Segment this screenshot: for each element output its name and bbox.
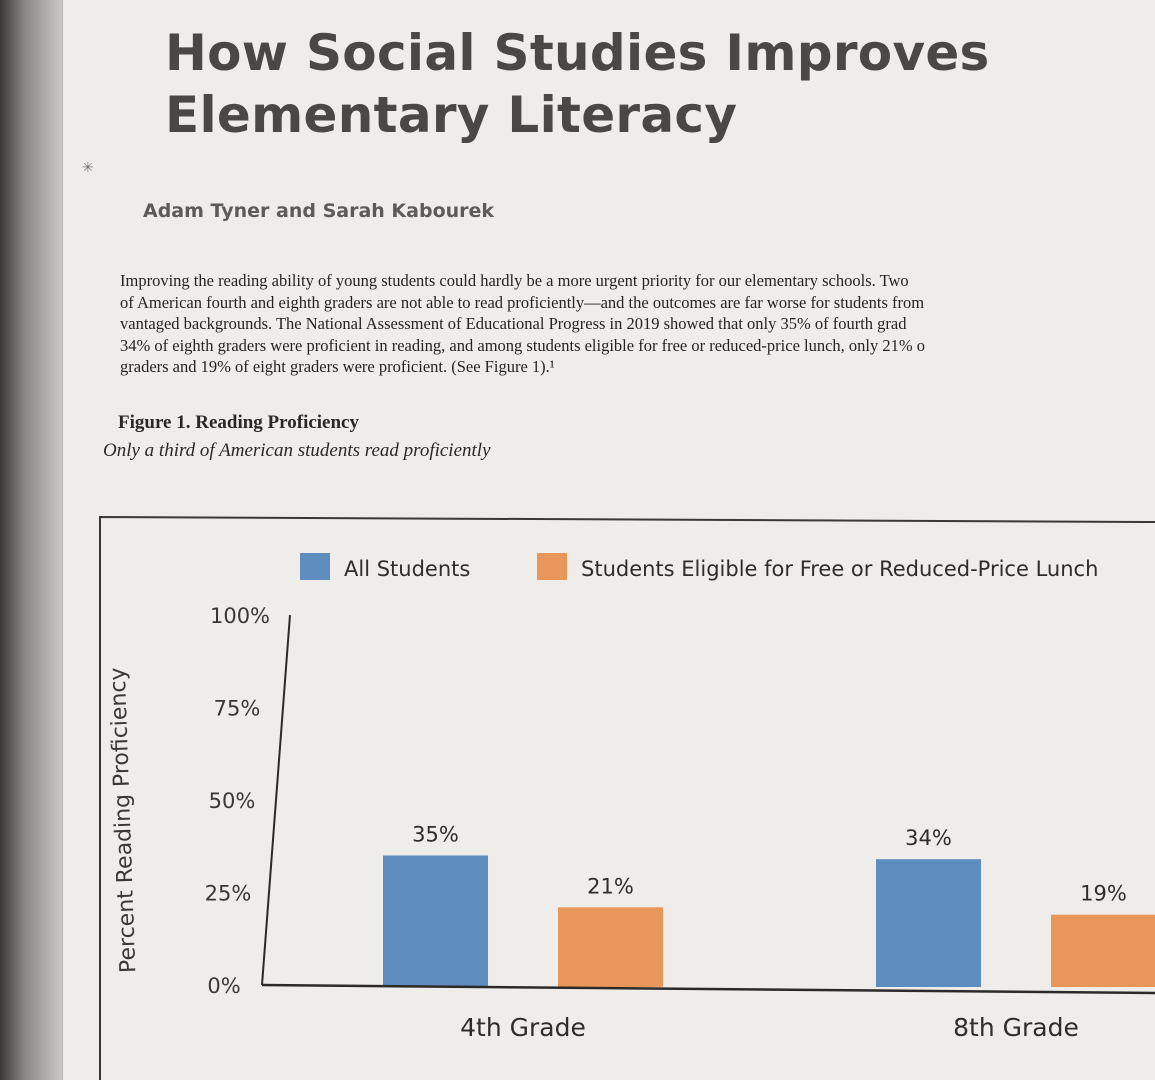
intro-line: vantaged backgrounds. The National Assessment of Educational Progress in 2019 showed that only 35% of fourth grad xyxy=(120,314,907,333)
y-axis xyxy=(106,604,290,998)
title-line-2: Elementary Literacy xyxy=(165,86,738,144)
y-tick-label: 0% xyxy=(207,974,241,998)
title-line-1: How Social Studies Improves xyxy=(165,24,990,82)
intro-line: of American fourth and eighth graders are not able to read proficiently—and the outcomes are far worse for students from xyxy=(120,292,925,312)
x-category-label: 8th Grade xyxy=(953,1013,1079,1042)
legend-label: All Students xyxy=(344,557,471,581)
legend-label: Students Eligible for Free or Reduced-Price Lunch xyxy=(581,557,1099,581)
authors: Adam Tyner and Sarah Kabourek xyxy=(143,200,495,222)
figure-title: Figure 1. Reading Proficiency xyxy=(118,412,359,433)
bar-value-label: 21% xyxy=(587,874,634,899)
bar-value-label: 35% xyxy=(412,822,459,847)
x-axis-line xyxy=(262,985,1155,993)
x-category-label: 4th Grade xyxy=(460,1013,586,1042)
legend-swatch xyxy=(537,553,567,580)
y-axis-title: Percent Reading Proficiency xyxy=(105,667,142,974)
legend-swatch xyxy=(300,553,330,580)
bars xyxy=(383,823,1155,988)
intro-line: graders and 19% of eight graders were proficient. (See Figure 1).¹ xyxy=(120,357,555,376)
chart-legend xyxy=(300,553,1098,581)
y-axis-line xyxy=(262,615,290,985)
figure-subtitle: Only a third of American students read proficiently xyxy=(103,440,491,461)
bar xyxy=(876,859,981,987)
bar-value-label: 34% xyxy=(905,826,952,851)
chart-border xyxy=(100,517,1155,1080)
x-axis xyxy=(262,985,1155,1042)
y-tick-label: 50% xyxy=(208,789,256,813)
bar xyxy=(383,856,488,988)
y-tick-label: 100% xyxy=(209,604,271,628)
margin-mark: ✳ xyxy=(82,161,94,176)
y-tick-label: 25% xyxy=(204,881,252,906)
intro-line: 34% of eighth graders were proficient in reading, and among students eligible for free or reduced-price lunch, only 21% o xyxy=(120,335,926,355)
bar xyxy=(558,907,663,987)
chart-frame xyxy=(100,517,1155,1080)
bar xyxy=(1051,915,1155,987)
y-tick-label: 75% xyxy=(213,696,261,721)
bar-value-label: 19% xyxy=(1080,881,1127,906)
intro-line: Improving the reading ability of young students could hardly be a more urgent priority for our elementary schools. Two xyxy=(120,271,909,290)
